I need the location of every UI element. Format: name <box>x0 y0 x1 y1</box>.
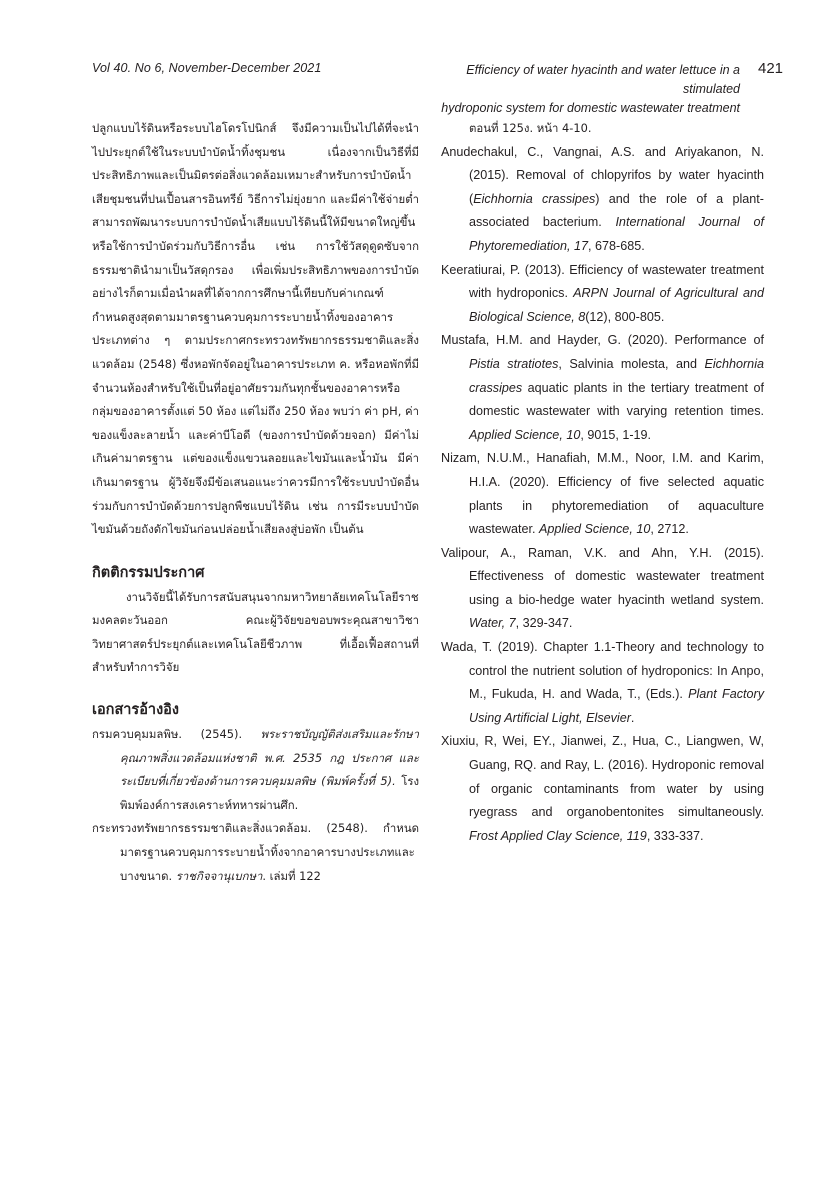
reference-item <box>441 636 764 730</box>
ref-text: Valipour, A., Raman, V.K. and Ahn, Y.H. (2015). Effectiveness of domestic wastewater treatment using a bio-hedge water hyacinth wetland system. <box>441 545 764 607</box>
references-heading: เอกสารอ้างอิง <box>92 702 179 719</box>
ref-journal: International Journal of Phytoremediation, 17 <box>469 215 764 253</box>
ref-journal: Frost Applied Clay Science, 119 <box>469 828 647 843</box>
running-title-line-1: Efficiency of water hyacinth and water lettuce in a stimulated <box>466 63 740 96</box>
ref-pages: , 678-685. <box>588 238 645 253</box>
ref-journal: Applied Science, 10 <box>539 522 651 537</box>
ref-species: Pistia stratiotes <box>469 356 559 371</box>
ref-text: Keeratiurai, P. (2013). Efficiency of wastewater treatment with hydroponics. <box>441 262 764 301</box>
reference-item <box>92 817 419 888</box>
ref-pages: , 329-347. <box>515 616 573 631</box>
ref-book: Plant Factory Using Artificial Light, Elsevier <box>469 687 764 725</box>
reference-item <box>92 723 419 817</box>
ref-journal: Applied Science, 10 <box>469 427 581 442</box>
right-column <box>441 117 764 848</box>
ref-pages: , 9015, 1-19. <box>580 427 652 442</box>
ref-title: พระราชบัญญัติส่งเสริมและรักษาคุณภาพสิ่งแวดล้อมแห่งชาติ พ.ศ. 2535 กฎ ประกาศ และระเบียบที่เกี่ยวข้องด้านการควบคุมมลพิษ (พิมพ์ครั้งที่ 5). <box>120 727 419 789</box>
ref-journal: ARPN Journal of Agricultural and Biological Science, 8 <box>469 286 764 324</box>
journal-issue: Vol 40. No 6, November-December 2021 <box>92 61 322 75</box>
ref-text: ) and the role of a plant-associated bacterium. <box>469 191 765 230</box>
left-column <box>92 117 419 888</box>
ref-pages: , 333-337. <box>646 828 704 843</box>
ref-journal: Water, 7 <box>469 616 516 631</box>
running-title-line-2: hydroponic system for domestic wastewater treatment <box>441 101 740 115</box>
ref-text: Anudechakul, C., Vangnai, A.S. and Ariyakanon, N. (2015). Removal of chlopyrifos by water hyacinth ( <box>441 144 764 206</box>
ref-text: Xiuxiu, R, Wei, EY., Jianwei, Z., Hua, C., Liangwen, W, Guang, RQ. and Ray, L. (2016). Hydroponic removal of organic contaminants from water by using ryegrass and organobentonites simultaneously. <box>441 734 764 820</box>
ref-species: Eichhornia crassipes <box>469 356 764 395</box>
ref-author: กระทรวงทรัพยากรธรรมชาติและสิ่งแวดล้อม. (2548). กำหนดมาตรฐานควบคุมการระบายน้ำทิ้งจากอาคารบางประเภทและบางขนาด. <box>92 821 419 883</box>
ref-text: Wada, T. (2019). Chapter 1.1-Theory and technology to control the nutrient solution of hydroponics: In Anpo, M., Fukuda, H. and Wada, T., (Eds.). <box>441 640 764 702</box>
reference-continuation: ตอนที่ 125ง. หน้า 4-10. <box>469 121 592 135</box>
reference-item <box>441 542 764 636</box>
ref-text: Nizam, N.U.M., Hanafiah, M.M., Noor, I.M. and Karim, H.I.A. (2020). Efficiency of five selected aquatic plants in phytoremediation of aquaculture wastewater. <box>441 451 764 537</box>
ref-text: aquatic plants in the tertiary treatment of domestic wastewater with varying retention times. <box>469 380 764 419</box>
reference-item <box>441 730 764 848</box>
ref-text: Mustafa, H.M. and Hayder, G. (2020). Performance of <box>441 333 764 348</box>
reference-item <box>441 447 764 541</box>
ref-pages: , 2712. <box>650 522 689 537</box>
ref-text: . <box>630 710 635 725</box>
ref-pages: (12), 800-805. <box>585 309 665 324</box>
acknowledgement-heading: กิตติกรรมประกาศ <box>92 564 205 581</box>
ref-details: . เล่มที่ 122 <box>262 868 321 883</box>
reference-item <box>441 259 764 330</box>
ref-journal: ราชกิจจานุเบกษา <box>175 868 263 883</box>
reference-item <box>441 329 764 447</box>
conclusion-paragraph: ปลูกแบบไร้ดินหรือระบบไฮโดรโปนิกส์ จึงมีความเป็นไปได้ที่จะนำไปประยุกต์ใช้ในระบบบำบัดน้ำทิ้งชุมชน เนื่องจากเป็นวิธีที่มีประสิทธิภาพและเป็นมิตรต่อสิ่งแวดล้อมเหมาะสำหรับการบำบัดน้ำเสียชุมชนที่ปนเปื้อนสารอินทรีย์ วิธีการไม่ยุ่งยาก และมีค่าใช้จ่ายต่ำ สามารถพัฒนาระบบการบำบัดน้ำเสียแบบไร้ดินนี้ให้มีขนาดใหญ่ขึ้นหรือใช้การบำบัดร่วมกับวิธีการอื่น เช่น การใช้วัสดุดูดซับจากธรรมชาตินำมาเป็นวัสดุกรอง เพื่อเพิ่มประสิทธิภาพของการบำบัด อย่างไรก็ตามเมื่อนำผลที่ได้จากการศึกษานี้เทียบกับค่าเกณฑ์กำหนดสูงสุดตามมาตรฐานควบคุมการระบายน้ำทิ้งของอาคารประเภทต่าง ๆ ตามประกาศกระทรวงทรัพยากรธรรมชาติและสิ่งแวดล้อม (2548) ซึ่งหอพักจัดอยู่ในอาคารประเภท ค. หรือหอพักที่มีจำนวนห้องสำหรับใช้เป็นที่อยู่อาศัยรวมกันทุกชั้นของอาคารหรือกลุ่มของอาคารตั้งแต่ 50 ห้อง แต่ไม่ถึง 250 ห้อง พบว่า ค่า pH, ค่าของแข็งละลายน้ำ และค่าบีโอดี (ของการบำบัดด้วยจอก) มีค่าไม่เกินค่ามาตรฐาน แต่ของแข็งแขวนลอยและไขมันและน้ำมัน มีค่าเกินมาตรฐาน ผู้วิจัยจึงมีข้อเสนอแนะว่าควรมีการใช้ระบบบำบัดอื่นร่วมกับการบำบัดด้วยการปลูกพืชแบบไร้ดิน เช่น การมีระบบบำบัดไขมันด้วยถังดักไขมันก่อนปล่อยน้ำเสียลงสู่บ่อพัก เป็นต้น <box>92 121 419 537</box>
ref-species: Eichhornia crassipes <box>473 191 596 206</box>
acknowledgement-paragraph: งานวิจัยนี้ได้รับการสนับสนุนจากมหาวิทยาลัยเทคโนโลยีราชมงคลตะวันออก คณะผู้วิจัยขอขอบพระคุณสาขาวิชาวิทยาศาสตร์ประยุกต์และเทคโนโลยีชีวภาพ ที่เอื้อเฟื้อสถานที่สำหรับทำการวิจัย <box>92 589 419 675</box>
ref-publisher: โรงพิมพ์องค์การสงเคราะห์ทหารผ่านศึก. <box>120 774 420 812</box>
running-title <box>414 61 740 118</box>
ref-author: กรมควบคุมมลพิษ. (2545). <box>92 727 261 742</box>
ref-text: , Salvinia molesta, and <box>558 356 705 371</box>
reference-item <box>441 141 764 259</box>
page-number: 421 <box>758 60 784 77</box>
